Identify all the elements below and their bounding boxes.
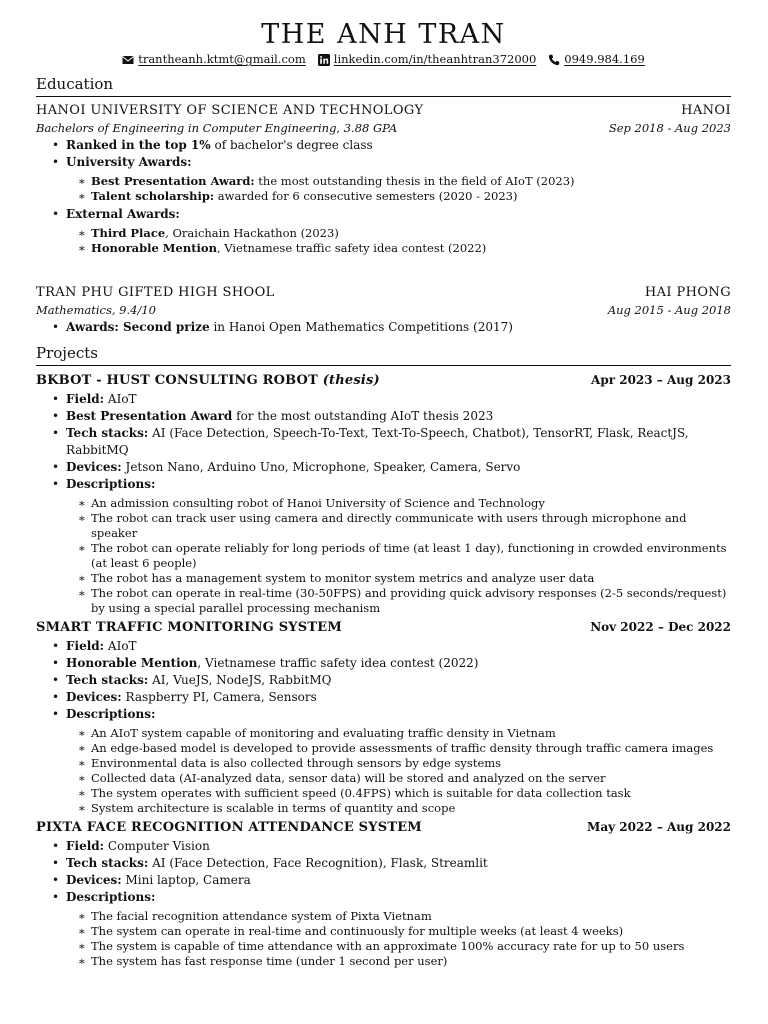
section-divider bbox=[36, 96, 731, 97]
list-item: ∗ The facial recognition attendance system of Pixta Vietnam bbox=[78, 909, 731, 924]
projects-section bbox=[36, 344, 731, 969]
list-item: ∗ An admission consulting robot of Hanoi University of Science and Technology bbox=[78, 496, 731, 511]
degree-text: Mathematics, 9.4/10 bbox=[36, 303, 156, 317]
school-name: TRAN PHU GIFTED HIGH SHOOL bbox=[36, 285, 275, 300]
list-item: ∗ Third Place, Oraichain Hackathon (2023) bbox=[78, 226, 731, 241]
list-item: • External Awards: ∗ Third Place, Oraichain Hackathon (2023) ∗ Honorable Mention, Vietnamese traffic safety idea contest (2022) bbox=[52, 206, 731, 256]
education-dates: Aug 2015 - Aug 2018 bbox=[607, 303, 731, 317]
candidate-name: THE ANH TRAN bbox=[261, 19, 506, 50]
contact-bar bbox=[36, 52, 731, 67]
list-item: ∗ An AIoT system capable of monitoring and evaluating traffic density in Vietnam bbox=[78, 726, 731, 741]
list-item: • Descriptions: ∗ An AIoT system capable of monitoring and evaluating traffic density in Vietnam ∗ An edge-based model is developed to provide assessments of traffic density through traffic camera images ∗ Environmental data is also collected through sensors by edge systems ∗ Collected data (AI-analyzed data, sensor data) will be stored and analyzed on the server ∗ The system operates with sufficient speed (0.4FPS) which is suitable for data collection task ∗ System architecture is scalable in terms of quantity and scope bbox=[52, 706, 731, 816]
envelope-icon bbox=[122, 54, 134, 66]
list-item: ∗ The system can operate in real-time and continuously for multiple weeks (at least 4 weeks) bbox=[78, 924, 731, 939]
list-item: • Awards: Second prize in Hanoi Open Mathematics Competitions (2017) bbox=[52, 319, 731, 336]
list-item: ∗ The robot can operate reliably for long periods of time (at least 1 day), functioning in crowded environments (at least 6 people) bbox=[78, 541, 731, 571]
list-item: • Tech stacks: AI, VueJS, NodeJS, RabbitMQ bbox=[52, 672, 731, 689]
email-link[interactable] bbox=[122, 52, 306, 67]
list-item: • Ranked in the top 1% of bachelor's degree class bbox=[52, 137, 731, 154]
linkedin-link[interactable] bbox=[318, 52, 537, 67]
project-dates: Apr 2023 – Aug 2023 bbox=[591, 373, 731, 387]
school-location: HANOI bbox=[681, 103, 731, 118]
list-item: ∗ The robot can operate in real-time (30-50FPS) and providing quick advisory responses (2-5 seconds/request) by using a special parallel processing mechanism bbox=[78, 586, 731, 616]
section-title-education: Education bbox=[36, 75, 114, 93]
project-dates: Nov 2022 – Dec 2022 bbox=[590, 620, 731, 634]
list-item: ∗ System architecture is scalable in terms of quantity and scope bbox=[78, 801, 731, 816]
list-item: ∗ Talent scholarship: awarded for 6 consecutive semesters (2020 - 2023) bbox=[78, 189, 731, 204]
project-bkbot bbox=[36, 371, 731, 616]
list-item: ∗ Best Presentation Award: the most outstanding thesis in the field of AIoT (2023) bbox=[78, 174, 731, 189]
section-title-projects: Projects bbox=[36, 344, 98, 362]
list-item: • Field: AIoT bbox=[52, 391, 731, 408]
list-item: • Field: AIoT bbox=[52, 638, 731, 655]
degree-text: Bachelors of Engineering in Computer Engineering, 3.88 GPA bbox=[36, 121, 398, 135]
project-title: SMART TRAFFIC MONITORING SYSTEM bbox=[36, 620, 342, 635]
list-item: ∗ Collected data (AI-analyzed data, sensor data) will be stored and analyzed on the server bbox=[78, 771, 731, 786]
list-item: ∗ The system operates with sufficient speed (0.4FPS) which is suitable for data collection task bbox=[78, 786, 731, 801]
email-text: trantheanh.ktmt@gmail.com bbox=[138, 52, 306, 66]
project-traffic bbox=[36, 618, 731, 816]
education-entry-tranphu bbox=[36, 284, 731, 336]
school-location: HAI PHONG bbox=[644, 285, 731, 300]
list-item: • Honorable Mention, Vietnamese traffic safety idea contest (2022) bbox=[52, 655, 731, 672]
phone-link[interactable] bbox=[548, 52, 644, 67]
list-item: ∗ The system has fast response time (under 1 second per user) bbox=[78, 954, 731, 969]
list-item: • Descriptions: ∗ The facial recognition attendance system of Pixta Vietnam ∗ The system can operate in real-time and continuously for multiple weeks (at least 4 weeks) ∗ The system is capable of time attendance with an approximate 100% accuracy rate for up to 50 users ∗ The system has fast response time (under 1 second per user) bbox=[52, 889, 731, 969]
list-item: ∗ Environmental data is also collected through sensors by edge systems bbox=[78, 756, 731, 771]
list-item: • Tech stacks: AI (Face Detection, Speech-To-Text, Text-To-Speech, Chatbot), TensorRT, Flask, ReactJS, RabbitMQ bbox=[52, 425, 731, 459]
phone-text: 0949.984.169 bbox=[564, 52, 645, 66]
list-item: • Tech stacks: AI (Face Detection, Face Recognition), Flask, Streamlit bbox=[52, 855, 731, 872]
section-divider bbox=[36, 365, 731, 366]
project-dates: May 2022 – Aug 2022 bbox=[587, 820, 731, 834]
school-name: HANOI UNIVERSITY OF SCIENCE AND TECHNOLOGY bbox=[36, 103, 424, 118]
list-item: • Best Presentation Award for the most outstanding AIoT thesis 2023 bbox=[52, 408, 731, 425]
list-item: ∗ The system is capable of time attendance with an approximate 100% accuracy rate for up to 50 users bbox=[78, 939, 731, 954]
linkedin-icon bbox=[318, 54, 330, 66]
list-item: ∗ The robot has a management system to monitor system metrics and analyze user data bbox=[78, 571, 731, 586]
list-item: ∗ Honorable Mention, Vietnamese traffic safety idea contest (2022) bbox=[78, 241, 731, 256]
list-item: • Descriptions: ∗ An admission consulting robot of Hanoi University of Science and Technology ∗ The robot can track user using camera and directly communicate with users through microphone and speaker ∗ The robot can operate reliably for long periods of time (at least 1 day), functioning in crowded environments (at least 6 people) ∗ The robot has a management system to monitor system metrics and analyze user data ∗ The robot can operate in real-time (30-50FPS) and providing quick advisory responses (2-5 seconds/request) by using a special parallel processing mechanism bbox=[52, 476, 731, 616]
list-item: • Devices: Raspberry PI, Camera, Sensors bbox=[52, 689, 731, 706]
education-section bbox=[36, 75, 731, 336]
education-dates: Sep 2018 - Aug 2023 bbox=[608, 121, 731, 135]
project-pixta bbox=[36, 818, 731, 969]
list-item: • Field: Computer Vision bbox=[52, 838, 731, 855]
list-item: • Devices: Jetson Nano, Arduino Uno, Microphone, Speaker, Camera, Servo bbox=[52, 459, 731, 476]
project-title: PIXTA FACE RECOGNITION ATTENDANCE SYSTEM bbox=[36, 820, 422, 835]
project-tag: (thesis) bbox=[322, 373, 380, 388]
list-item: • Devices: Mini laptop, Camera bbox=[52, 872, 731, 889]
list-item: ∗ The robot can track user using camera and directly communicate with users through microphone and speaker bbox=[78, 511, 731, 541]
linkedin-text: linkedin.com/in/theanhtran372000 bbox=[333, 52, 537, 66]
list-item: ∗ An edge-based model is developed to provide assessments of traffic density through traffic camera images bbox=[78, 741, 731, 756]
phone-icon bbox=[548, 54, 560, 66]
education-entry-hust bbox=[36, 102, 731, 256]
project-title: BKBOT - HUST CONSULTING ROBOT (thesis) bbox=[36, 373, 380, 388]
list-item: • University Awards: ∗ Best Presentation Award: the most outstanding thesis in the field of AIoT (2023) ∗ Talent scholarship: awarded for 6 consecutive semesters (2020 - 2023) bbox=[52, 154, 731, 204]
